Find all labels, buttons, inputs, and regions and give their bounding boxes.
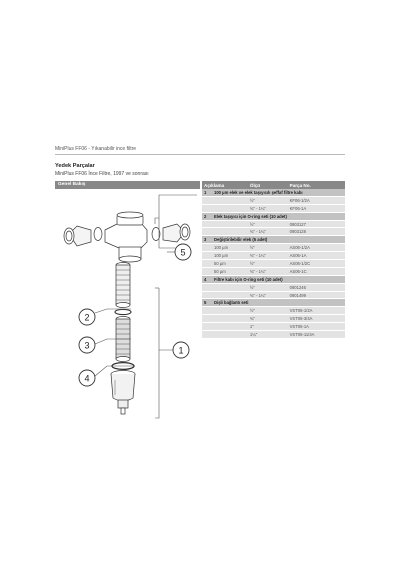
table-row [202,267,345,275]
cell-size: ¾" - 1¼" [248,291,288,299]
svg-text:4: 4 [84,373,90,384]
cell-part-number: VST06-11/4A [288,331,345,339]
cell-part-number: 0901499 [288,291,345,299]
callout-1 [173,342,189,358]
table-row [202,291,345,299]
row-spacer [202,204,212,212]
cell-part-number: 0903128 [288,228,345,236]
cell-part-number: AS06-1C [288,267,345,275]
group-number: 4 [202,275,212,283]
filter-bowl-drawing [111,371,135,415]
cell-size: ½" [248,283,288,291]
row-spacer [202,323,212,331]
cell-part-number: AS06-1/2C [288,260,345,268]
svg-text:1: 1 [178,345,184,356]
cell-part-number: AS06-1A [288,252,345,260]
callout-2 [79,309,95,325]
row-spacer [202,196,212,204]
cell-size: 1" [248,323,288,331]
strainer-oring-drawing [115,309,131,314]
cell-size: ½" [248,260,288,268]
group-number: 3 [202,236,212,244]
cell-description [212,307,248,315]
cell-part-number: VST06-1A [288,323,345,331]
valve-body-drawing [105,212,147,262]
cell-size: ¾" - 1¼" [248,267,288,275]
svg-text:2: 2 [84,312,90,323]
table-group-row [202,299,345,307]
cell-size: 1¼" [248,331,288,339]
column-header-part-number: Parça No. [288,181,345,189]
row-spacer [202,307,212,315]
table-group-row [202,212,345,220]
row-spacer [202,283,212,291]
cell-size: ¾" [248,315,288,323]
document-title: MiniPlus FF06 - Yıkanabilir ince filtre [55,146,137,152]
cell-part-number: VST06-3/4A [288,315,345,323]
table-group-row [202,236,345,244]
column-header-description: Açıklama [202,181,248,189]
right-thread-set-drawing [152,224,190,242]
table-group-row [202,275,345,283]
callout-3 [79,337,95,353]
row-spacer [202,228,212,236]
table-row [202,315,345,323]
row-spacer [202,315,212,323]
cell-size: ½" [248,220,288,228]
cell-size: ¾" - 1¼" [248,252,288,260]
cell-description [212,204,248,212]
exploded-view-diagram [55,190,200,425]
table-row [202,260,345,268]
cell-part-number: 0901246 [288,283,345,291]
cell-description [212,323,248,331]
title-divider [55,154,345,155]
column-header-size: Ölçü [248,181,288,189]
row-spacer [202,267,212,275]
table-row [202,228,345,236]
table-row [202,307,345,315]
table-row [202,220,345,228]
table-body [202,189,345,338]
left-thread-set-drawing [64,226,102,246]
table-row [202,331,345,339]
spare-parts-table [202,181,345,339]
row-spacer [202,244,212,252]
group-label: Elek taşıyıcı için O-ring seti (10 adet) [212,212,345,220]
group-number: 2 [202,212,212,220]
cell-size: ½" [248,196,288,204]
cell-size: ¾" - 1¼" [248,228,288,236]
cell-size: ¾" - 1¼" [248,204,288,212]
cell-description: 50 µm [212,267,248,275]
cell-part-number: 0903127 [288,220,345,228]
group-label: Değiştirilebilir elek (5 adet) [212,236,345,244]
strainer-carrier-drawing [116,263,130,308]
callout-5 [175,244,191,260]
svg-text:3: 3 [84,340,90,351]
group-label: Dişli bağlantı seti [212,299,345,307]
table-header-row [202,181,345,189]
cell-description [212,220,248,228]
table-group-row [202,189,345,196]
row-spacer [202,252,212,260]
row-spacer [202,291,212,299]
table-row [202,283,345,291]
cell-part-number: VST06-1/2A [288,307,345,315]
group-label: Filtre kabı için O-ring seti (10 adet) [212,275,345,283]
table-row [202,323,345,331]
cell-description [212,315,248,323]
cell-description [212,283,248,291]
cell-part-number: KF06-1/2A [288,196,345,204]
overview-panel-header: Genel Bakış [55,181,200,189]
svg-text:5: 5 [180,247,186,258]
cell-description [212,196,248,204]
cell-part-number: AS06-1/2A [288,244,345,252]
group-number: 5 [202,299,212,307]
table-row [202,252,345,260]
cell-description [212,228,248,236]
cell-description [212,291,248,299]
cell-description: 50 µm [212,260,248,268]
cell-size: ½" [248,307,288,315]
cell-description: 100 µm [212,244,248,252]
cell-size: ½" [248,244,288,252]
callout-4 [79,370,95,386]
cell-description: 100 µm [212,252,248,260]
row-spacer [202,260,212,268]
table-row [202,196,345,204]
group-number: 1 [202,189,212,196]
cell-part-number: KF06-1A [288,204,345,212]
group-label: 100 µm elek ve elek taşıyıcılı şeffaf filtre kabı [212,189,345,196]
table-row [202,204,345,212]
section-subtitle: MiniPlus FF06 İnce Filtre, 1997 ve sonrası [55,171,149,177]
cell-description [212,331,248,339]
row-spacer [202,331,212,339]
section-title: Yedek Parçalar [55,163,95,169]
table-row [202,244,345,252]
row-spacer [202,220,212,228]
